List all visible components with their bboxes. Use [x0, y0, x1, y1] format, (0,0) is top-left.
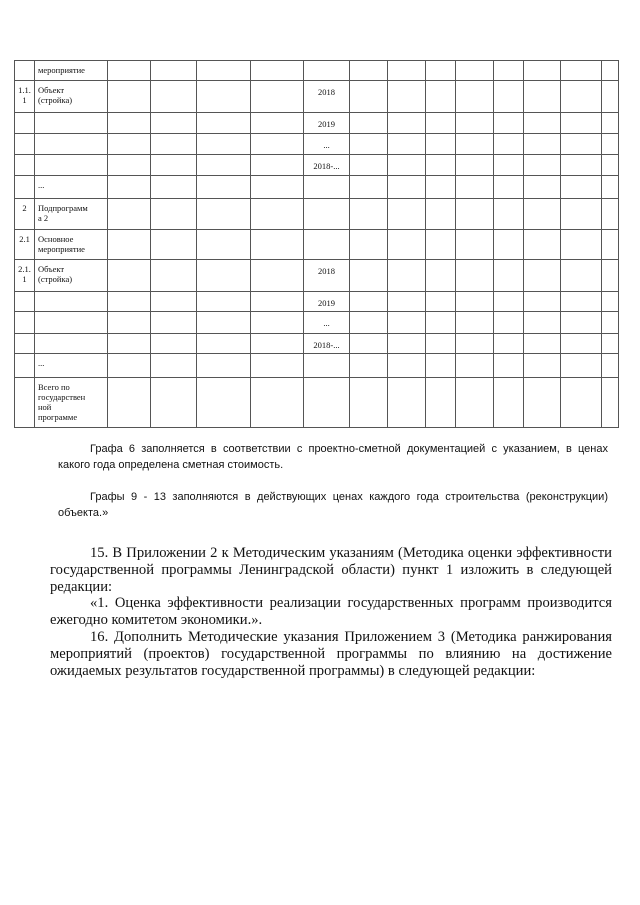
table-cell: [197, 155, 251, 176]
row-name-cell: [35, 113, 108, 134]
table-cell: [108, 292, 151, 312]
table-cell: [456, 292, 494, 312]
table-cell: [251, 113, 304, 134]
table-cell: [524, 113, 561, 134]
table-cell: [151, 354, 197, 378]
table-cell: [494, 312, 524, 334]
table-cell: [151, 260, 197, 292]
table-cell: [561, 113, 602, 134]
table-cell: [426, 378, 456, 428]
row-name-cell: [35, 312, 108, 334]
table-cell: [602, 312, 619, 334]
table-cell: [108, 199, 151, 230]
table-cell: [350, 354, 388, 378]
table-cell: [251, 378, 304, 428]
table-cell: [561, 61, 602, 81]
table-cell: [426, 334, 456, 354]
table-cell: [388, 81, 426, 113]
quote-item-1: «1. Оценка эффективности реализации государственных программ производится ежегодно комитетом экономики.».: [50, 595, 612, 629]
table-cell: [602, 292, 619, 312]
table-cell: [197, 378, 251, 428]
table-cell: [350, 312, 388, 334]
table-cell: [561, 378, 602, 428]
table-cell: [251, 155, 304, 176]
table-cell: [524, 199, 561, 230]
table-cell: [456, 199, 494, 230]
table-cell: [561, 176, 602, 199]
table-cell: [388, 260, 426, 292]
program-table-container: [14, 60, 618, 428]
table-cell: [108, 312, 151, 334]
table-cell: [350, 292, 388, 312]
row-name-cell: Объект (стройка): [35, 81, 108, 113]
table-cell: [151, 61, 197, 81]
table-cell: [561, 199, 602, 230]
table-cell: [388, 176, 426, 199]
row-number-cell: 2.1. 1: [15, 260, 35, 292]
row-number-cell: [15, 292, 35, 312]
table-cell: [108, 230, 151, 260]
note-column-6-text: Графа 6 заполняется в соответствии с проектно-сметной документацией с указанием, в ценах какого года определена сметная стоимость.: [58, 443, 608, 471]
table-cell: [426, 230, 456, 260]
table-cell: [197, 292, 251, 312]
row-name-cell: мероприятие: [35, 61, 108, 81]
table-row: [15, 260, 619, 292]
table-cell: [108, 61, 151, 81]
table-cell: [388, 199, 426, 230]
table-cell: [456, 354, 494, 378]
table-cell: [251, 176, 304, 199]
table-cell: [151, 81, 197, 113]
table-cell: [561, 134, 602, 155]
table-cell: [108, 378, 151, 428]
table-cell: [524, 176, 561, 199]
row-year-cell: ...: [304, 134, 350, 155]
table-cell: [388, 354, 426, 378]
table-cell: [350, 176, 388, 199]
table-cell: [426, 260, 456, 292]
paragraph-16: 16. Дополнить Методические указания Приложением 3 (Методика ранжирования мероприятий (проектов) государственной программы по влиянию на достижение ожидаемых результатов государственной программы) в следующей редакции:: [50, 628, 612, 679]
table-cell: [426, 155, 456, 176]
table-cell: [524, 134, 561, 155]
table-cell: [602, 176, 619, 199]
table-cell: [197, 354, 251, 378]
table-cell: [350, 199, 388, 230]
table-cell: [426, 61, 456, 81]
table-cell: [350, 113, 388, 134]
table-cell: [388, 155, 426, 176]
table-cell: [524, 81, 561, 113]
table-cell: [456, 176, 494, 199]
table-cell: [388, 230, 426, 260]
table-cell: [151, 378, 197, 428]
table-cell: [350, 81, 388, 113]
row-number-cell: [15, 61, 35, 81]
table-cell: [561, 155, 602, 176]
table-cell: [561, 260, 602, 292]
table-cell: [524, 61, 561, 81]
table-cell: [388, 113, 426, 134]
table-cell: [426, 199, 456, 230]
table-cell: [426, 81, 456, 113]
table-cell: [108, 134, 151, 155]
table-cell: [426, 134, 456, 155]
table-cell: [108, 176, 151, 199]
table-cell: [151, 134, 197, 155]
row-name-cell: [35, 155, 108, 176]
table-cell: [524, 312, 561, 334]
row-number-cell: [15, 354, 35, 378]
table-cell: [197, 81, 251, 113]
row-name-cell: Основное мероприятие: [35, 230, 108, 260]
table-cell: [251, 334, 304, 354]
table-cell: [494, 81, 524, 113]
table-cell: [151, 113, 197, 134]
table-cell: [251, 61, 304, 81]
row-year-cell: [304, 230, 350, 260]
table-cell: [108, 113, 151, 134]
table-cell: [197, 199, 251, 230]
table-cell: [494, 378, 524, 428]
table-cell: [602, 113, 619, 134]
table-cell: [151, 312, 197, 334]
row-number-cell: [15, 334, 35, 354]
program-table: [14, 60, 619, 428]
table-cell: [151, 199, 197, 230]
row-number-cell: [15, 134, 35, 155]
table-cell: [456, 312, 494, 334]
note-columns-9-13: [58, 489, 608, 521]
table-cell: [151, 155, 197, 176]
table-cell: [561, 312, 602, 334]
row-number-cell: 2: [15, 199, 35, 230]
table-cell: [426, 176, 456, 199]
table-cell: [251, 354, 304, 378]
row-number-cell: 1.1. 1: [15, 81, 35, 113]
table-cell: [494, 134, 524, 155]
table-cell: [602, 230, 619, 260]
table-cell: [524, 334, 561, 354]
table-cell: [494, 230, 524, 260]
row-name-cell: Объект (стройка): [35, 260, 108, 292]
row-year-cell: [304, 354, 350, 378]
table-cell: [388, 378, 426, 428]
row-year-cell: [304, 199, 350, 230]
row-name-cell: [35, 134, 108, 155]
table-cell: [494, 113, 524, 134]
table-cell: [151, 230, 197, 260]
table-row: [15, 81, 619, 113]
table-row: [15, 354, 619, 378]
table-cell: [561, 334, 602, 354]
row-year-cell: 2018-...: [304, 155, 350, 176]
table-cell: [456, 81, 494, 113]
table-cell: [197, 230, 251, 260]
table-cell: [602, 378, 619, 428]
row-name-cell: Подпрограмм а 2: [35, 199, 108, 230]
table-cell: [494, 155, 524, 176]
table-cell: [108, 155, 151, 176]
table-cell: [602, 61, 619, 81]
row-year-cell: 2018: [304, 81, 350, 113]
table-cell: [251, 230, 304, 260]
table-row: [15, 155, 619, 176]
row-year-cell: [304, 378, 350, 428]
table-cell: [251, 81, 304, 113]
row-year-cell: [304, 61, 350, 81]
table-cell: [388, 334, 426, 354]
table-cell: [602, 334, 619, 354]
note-columns-9-13-text: Графы 9 - 13 заполняются в действующих ценах каждого года строительства (реконструкции) объекта.»: [58, 491, 608, 519]
table-cell: [350, 155, 388, 176]
table-cell: [524, 378, 561, 428]
table-row: [15, 61, 619, 81]
row-name-cell: Всего по государствен ной программе: [35, 378, 108, 428]
row-name-cell: ...: [35, 176, 108, 199]
table-row: [15, 134, 619, 155]
table-cell: [524, 230, 561, 260]
table-cell: [602, 155, 619, 176]
table-cell: [426, 312, 456, 334]
table-cell: [456, 134, 494, 155]
note-column-6: [58, 441, 608, 473]
table-cell: [561, 81, 602, 113]
table-cell: [494, 334, 524, 354]
table-cell: [602, 199, 619, 230]
table-row: [15, 113, 619, 134]
table-cell: [426, 354, 456, 378]
table-cell: [426, 292, 456, 312]
table-cell: [388, 312, 426, 334]
table-cell: [350, 378, 388, 428]
table-cell: [350, 230, 388, 260]
row-year-cell: 2018-...: [304, 334, 350, 354]
table-cell: [561, 230, 602, 260]
table-cell: [108, 334, 151, 354]
table-cell: [494, 199, 524, 230]
table-cell: [456, 230, 494, 260]
table-cell: [151, 176, 197, 199]
table-cell: [151, 334, 197, 354]
table-row: [15, 199, 619, 230]
table-cell: [494, 260, 524, 292]
row-year-cell: 2019: [304, 113, 350, 134]
table-cell: [108, 260, 151, 292]
table-cell: [602, 81, 619, 113]
table-cell: [251, 199, 304, 230]
table-cell: [494, 61, 524, 81]
row-year-cell: 2019: [304, 292, 350, 312]
table-cell: [388, 134, 426, 155]
table-row: [15, 312, 619, 334]
table-cell: [561, 292, 602, 312]
main-text: [50, 545, 612, 679]
table-cell: [350, 334, 388, 354]
row-name-cell: [35, 292, 108, 312]
table-cell: [197, 134, 251, 155]
row-number-cell: [15, 378, 35, 428]
table-cell: [350, 134, 388, 155]
table-cell: [251, 134, 304, 155]
table-cell: [524, 292, 561, 312]
table-cell: [494, 354, 524, 378]
table-cell: [602, 134, 619, 155]
row-number-cell: [15, 113, 35, 134]
table-cell: [251, 312, 304, 334]
table-cell: [151, 292, 197, 312]
table-cell: [456, 113, 494, 134]
table-cell: [197, 61, 251, 81]
table-cell: [456, 61, 494, 81]
row-year-cell: 2018: [304, 260, 350, 292]
row-year-cell: ...: [304, 312, 350, 334]
table-cell: [197, 176, 251, 199]
table-cell: [388, 61, 426, 81]
table-row: [15, 230, 619, 260]
row-number-cell: [15, 155, 35, 176]
table-cell: [251, 260, 304, 292]
table-cell: [251, 292, 304, 312]
table-cell: [494, 176, 524, 199]
table-cell: [524, 260, 561, 292]
table-cell: [456, 260, 494, 292]
table-cell: [524, 354, 561, 378]
table-cell: [388, 292, 426, 312]
table-cell: [602, 354, 619, 378]
table-cell: [350, 61, 388, 81]
row-year-cell: [304, 176, 350, 199]
table-cell: [561, 354, 602, 378]
table-cell: [197, 312, 251, 334]
table-cell: [494, 292, 524, 312]
table-cell: [426, 113, 456, 134]
table-cell: [197, 260, 251, 292]
table-cell: [197, 113, 251, 134]
program-table-body: [15, 61, 619, 428]
table-row: [15, 176, 619, 199]
table-row: [15, 334, 619, 354]
table-cell: [108, 354, 151, 378]
row-name-cell: [35, 334, 108, 354]
row-number-cell: 2.1: [15, 230, 35, 260]
row-name-cell: ...: [35, 354, 108, 378]
table-cell: [456, 334, 494, 354]
table-cell: [350, 260, 388, 292]
table-row: [15, 292, 619, 312]
row-number-cell: [15, 312, 35, 334]
table-cell: [456, 378, 494, 428]
paragraph-15: 15. В Приложении 2 к Методическим указаниям (Методика оценки эффективности государственной программы Ленинградской области) пункт 1 изложить в следующей редакции:: [50, 545, 612, 595]
row-number-cell: [15, 176, 35, 199]
table-cell: [197, 334, 251, 354]
table-cell: [108, 81, 151, 113]
table-cell: [602, 260, 619, 292]
table-cell: [456, 155, 494, 176]
table-cell: [524, 155, 561, 176]
table-row: [15, 378, 619, 428]
